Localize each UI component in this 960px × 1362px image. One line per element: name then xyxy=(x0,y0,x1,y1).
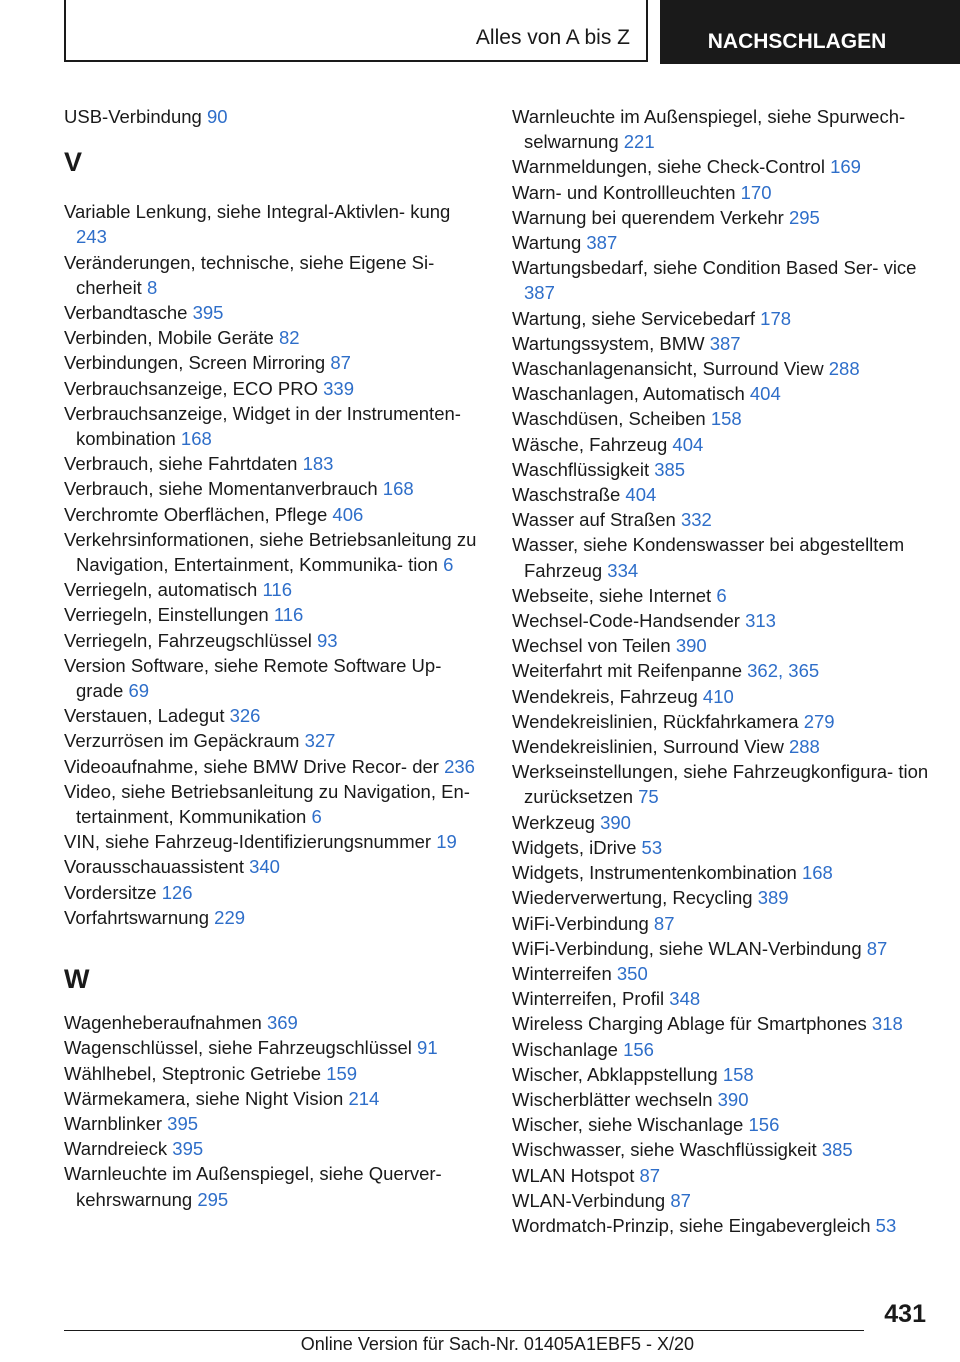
index-entry-text: VIN, siehe Fahrzeug-Identifizierungsnummer xyxy=(64,831,432,853)
index-entry xyxy=(64,653,484,703)
index-entry-text: Waschanlagenansicht, Surround View xyxy=(512,358,824,380)
page-reference-link[interactable]: 6 xyxy=(311,806,322,828)
page-reference-link[interactable]: 168 xyxy=(801,862,833,884)
page-reference-link[interactable]: 8 xyxy=(146,276,158,298)
index-entry xyxy=(512,860,932,885)
index-entry xyxy=(512,658,932,683)
index-entry-text: Wiederverwertung, Recycling xyxy=(512,887,753,909)
index-entry-text: Verriegeln, Fahrzeugschlüssel xyxy=(64,629,312,651)
index-entry-text: Verbinden, Mobile Geräte xyxy=(64,327,274,349)
page-reference-link[interactable]: 178 xyxy=(760,307,792,329)
index-entry xyxy=(64,779,484,829)
page-reference-link[interactable]: 327 xyxy=(304,730,336,752)
index-entry xyxy=(512,1062,932,1087)
index-entry xyxy=(512,734,932,759)
page-reference-link[interactable]: 87 xyxy=(639,1164,661,1186)
page-reference-link[interactable]: 395 xyxy=(172,1138,204,1160)
index-entry xyxy=(64,602,484,627)
page-reference-link[interactable]: 385 xyxy=(654,458,686,480)
index-entry-text: Wischer, siehe Wischanlage xyxy=(512,1114,744,1136)
page-reference-link[interactable]: 6 xyxy=(443,554,454,576)
section-title: Alles von A bis Z xyxy=(475,26,630,49)
page-reference-link[interactable]: 340 xyxy=(249,856,280,878)
index-entry-text: Verchromte Oberflächen, Pflege xyxy=(64,503,328,525)
page-reference-link[interactable]: 168 xyxy=(180,428,212,450)
index-entry-text: Wagenschlüssel, siehe Fahrzeugschlüssel xyxy=(64,1037,412,1059)
index-entry xyxy=(512,1011,932,1036)
index-entry-text: Waschflüssigkeit xyxy=(512,458,650,480)
index-entry xyxy=(64,300,484,325)
index-entry xyxy=(512,961,932,986)
page-reference-link[interactable]: 168 xyxy=(382,478,414,500)
index-entry-text: Wartung xyxy=(512,232,582,254)
index-entry xyxy=(512,1137,932,1162)
index-entry xyxy=(64,854,484,879)
index-entry xyxy=(512,608,932,633)
index-entry-text: Variable Lenkung, siehe Integral-Aktivlen- kung xyxy=(64,201,451,223)
index-entry-text: Werkseinstellungen, siehe Fahrzeugkonfigura- tion zurücksetzen xyxy=(512,761,929,808)
page-reference-link[interactable]: 236 xyxy=(444,755,475,777)
index-entry xyxy=(64,754,484,779)
index-entry xyxy=(64,1035,484,1060)
index-letter-heading: W xyxy=(64,964,90,995)
page-reference-link[interactable]: 387 xyxy=(524,282,555,304)
index-entry xyxy=(512,835,932,860)
index-entry xyxy=(512,406,932,431)
index-entry-text: Wartungsbedarf, siehe Condition Based Ser- vice xyxy=(512,257,917,279)
footer-divider xyxy=(64,1330,864,1331)
index-entry xyxy=(512,1112,932,1137)
page-reference-link[interactable]: 288 xyxy=(788,736,820,758)
page-reference-link[interactable]: 313 xyxy=(745,610,776,632)
page-reference-link[interactable]: 390 xyxy=(600,811,631,833)
index-entry xyxy=(64,628,484,653)
index-entry xyxy=(512,1188,932,1213)
page-number: 431 xyxy=(884,1300,926,1328)
index-entry-text: Werkzeug xyxy=(512,811,595,833)
index-entry-text: Verbrauch, siehe Momentanverbrauch xyxy=(64,478,378,500)
index-entry-text: Wasser auf Straßen xyxy=(512,509,676,531)
page-reference-link[interactable]: 93 xyxy=(316,629,338,651)
index-entry-text: Wendekreislinien, Rückfahrkamera xyxy=(512,710,799,732)
index-entry-text: Verkehrsinformationen, siehe Betriebsanleitung zu Navigation, Entertainment, Kommunika- tion xyxy=(64,528,477,576)
index-entry-text: Wählhebel, Steptronic Getriebe xyxy=(64,1062,322,1084)
index-entry-text: Wärmekamera, siehe Night Vision xyxy=(64,1087,344,1109)
index-entry xyxy=(512,255,932,305)
page-reference-link[interactable]: 229 xyxy=(214,906,246,928)
page-reference-link[interactable]: 318 xyxy=(871,1013,903,1035)
page-reference-link[interactable]: 87 xyxy=(866,937,888,959)
index-entry-text: Verbrauch, siehe Fahrtdaten xyxy=(64,453,298,475)
index-entry xyxy=(512,230,932,255)
index-entry xyxy=(512,104,932,154)
page-reference-link[interactable]: 221 xyxy=(623,131,655,153)
index-entry xyxy=(512,1037,932,1062)
index-entry-text: Warnleuchte im Außenspiegel, siehe Querver- kehrswarnung xyxy=(64,1163,442,1210)
index-entry-text: Widgets, iDrive xyxy=(512,836,637,858)
index-entry-text: Verriegeln, Einstellungen xyxy=(64,604,269,626)
page-reference-link[interactable]: 406 xyxy=(332,503,364,525)
index-entry-text: Verbandtasche xyxy=(64,302,188,324)
page-reference-link[interactable]: 295 xyxy=(788,206,820,228)
index-entry-text: Wechsel-Code-Handsender xyxy=(512,610,740,632)
index-entry-text: Verbrauchsanzeige, ECO PRO xyxy=(64,377,318,399)
page-reference-link[interactable]: 390 xyxy=(675,635,707,657)
page-reference-link[interactable]: 169 xyxy=(830,156,861,178)
page-reference-link[interactable]: 82 xyxy=(278,327,300,349)
page-reference-link[interactable]: 69 xyxy=(128,680,150,702)
index-entry xyxy=(64,376,484,401)
page-reference-link[interactable]: 387 xyxy=(709,332,741,354)
index-entry xyxy=(64,880,484,905)
online-version-note: Online Version für Sach-Nr. 01405A1EBF5 - X/20 xyxy=(300,1334,694,1354)
page-reference-link[interactable]: 389 xyxy=(757,887,789,909)
index-entry-text: Waschdüsen, Scheiben xyxy=(512,408,706,430)
page-reference-link[interactable]: 90 xyxy=(206,106,228,127)
page-reference-link[interactable]: 214 xyxy=(348,1087,380,1109)
index-entry-text: Wendekreis, Fahrzeug xyxy=(512,685,698,707)
index-entry-text: Videoaufnahme, siehe BMW Drive Recor- der xyxy=(64,755,439,777)
index-entry-text: Wartung, siehe Servicebedarf xyxy=(512,307,756,329)
page-reference-link[interactable]: 339 xyxy=(323,377,355,399)
index-entry xyxy=(512,180,932,205)
index-entry-text: Vorausschauassistent xyxy=(64,856,244,878)
index-entry xyxy=(512,306,932,331)
index-entry-text: Verriegeln, automatisch xyxy=(64,579,258,601)
index-entry xyxy=(64,104,484,129)
index-entry-text: Wischerblätter wechseln xyxy=(512,1088,713,1110)
page-reference-link[interactable]: 116 xyxy=(262,579,292,601)
index-entry xyxy=(512,1163,932,1188)
index-entry xyxy=(512,507,932,532)
index-entry-text: Webseite, siehe Internet xyxy=(512,584,712,606)
page-reference-link[interactable]: 387 xyxy=(586,232,618,254)
index-entry-text: Verzurrösen im Gepäckraum xyxy=(64,730,300,752)
index-entry xyxy=(512,759,932,809)
page-reference-link[interactable]: 395 xyxy=(167,1112,199,1134)
index-entry xyxy=(512,709,932,734)
index-entry xyxy=(64,325,484,350)
index-entry xyxy=(512,885,932,910)
page-reference-link[interactable]: 156 xyxy=(623,1038,654,1060)
page-reference-link[interactable]: 156 xyxy=(748,1114,780,1136)
page-reference-link[interactable]: 334 xyxy=(607,559,639,581)
index-entry-text: WiFi-Verbindung, siehe WLAN-Verbindung xyxy=(512,937,862,959)
index-entry xyxy=(64,401,484,451)
index-column-left xyxy=(64,104,484,1212)
index-entry xyxy=(64,1010,484,1035)
page-reference-link[interactable]: 116 xyxy=(273,604,304,626)
index-entry-text: Wartungssystem, BMW xyxy=(512,332,705,354)
index-entry xyxy=(64,350,484,375)
index-entry xyxy=(512,331,932,356)
index-entry xyxy=(512,432,932,457)
index-entry xyxy=(512,205,932,230)
page-reference-link[interactable]: 126 xyxy=(161,881,193,903)
index-entry xyxy=(64,250,484,300)
index-entry xyxy=(512,633,932,658)
index-entry-text: WLAN Hotspot xyxy=(512,1164,635,1186)
index-entry xyxy=(64,728,484,753)
index-entry-text: Wagenheberaufnahmen xyxy=(64,1012,262,1034)
index-entry-text: Wasser, siehe Kondenswasser bei abgestelltem Fahrzeug xyxy=(512,534,905,581)
page-reference-link[interactable]: 159 xyxy=(326,1062,358,1084)
page-reference-link[interactable]: 170 xyxy=(740,181,772,203)
index-entry-text: Vordersitze xyxy=(64,881,157,903)
index-entry xyxy=(64,527,484,577)
index-entry xyxy=(512,532,932,582)
index-entry xyxy=(64,451,484,476)
index-entry-text: Wireless Charging Ablage für Smartphones xyxy=(512,1013,867,1035)
index-entry xyxy=(512,154,932,179)
page-reference-link[interactable]: 390 xyxy=(717,1088,749,1110)
index-entry xyxy=(64,1136,484,1161)
index-entry xyxy=(512,482,932,507)
index-entry-text: Waschstraße xyxy=(512,484,621,506)
page-reference-link[interactable]: 6 xyxy=(716,584,727,606)
page-reference-link[interactable]: 75 xyxy=(638,786,659,808)
index-entry-text: Winterreifen, Profil xyxy=(512,988,665,1010)
index-entry xyxy=(64,1086,484,1111)
page-reference-link[interactable]: 183 xyxy=(302,453,334,475)
page-reference-link[interactable]: 404 xyxy=(672,433,704,455)
index-entry-text: Waschanlagen, Automatisch xyxy=(512,383,745,405)
page-reference-link[interactable]: 53 xyxy=(875,1214,897,1236)
index-entry xyxy=(64,476,484,501)
index-entry-text: Warnung bei querendem Verkehr xyxy=(512,206,784,228)
index-entry xyxy=(64,703,484,728)
page-reference-link[interactable]: 295 xyxy=(197,1188,229,1210)
index-entry-text: Warnblinker xyxy=(64,1112,163,1134)
page-reference-link[interactable]: 404 xyxy=(625,484,657,506)
index-entry-text: Warnleuchte im Außenspiegel, siehe Spurwech- selwarnung xyxy=(512,106,906,153)
page-reference-link[interactable]: 19 xyxy=(436,831,457,853)
page-reference-link[interactable]: 385 xyxy=(821,1139,853,1161)
index-entry xyxy=(64,829,484,854)
index-entry xyxy=(512,810,932,835)
page-reference-link[interactable]: 362, 365 xyxy=(747,660,820,682)
index-entry-text: WLAN-Verbindung xyxy=(512,1189,666,1211)
index-entry xyxy=(512,684,932,709)
index-entry-text: Verbindungen, Screen Mirroring xyxy=(64,352,326,374)
index-entry-text: WiFi-Verbindung xyxy=(512,912,649,934)
index-entry-text: Wischwasser, siehe Waschflüssigkeit xyxy=(512,1139,817,1161)
index-entry xyxy=(64,905,484,930)
page-reference-link[interactable]: 348 xyxy=(669,988,701,1010)
page-reference-link[interactable]: 87 xyxy=(670,1189,691,1211)
index-entry-text: Wäsche, Fahrzeug xyxy=(512,433,668,455)
page-reference-link[interactable]: 326 xyxy=(229,705,261,727)
index-entry-text: Vorfahrtswarnung xyxy=(64,906,210,928)
page-reference-link[interactable]: 53 xyxy=(641,836,663,858)
index-entry xyxy=(64,1161,484,1211)
index-entry xyxy=(64,1111,484,1136)
index-entry-text: Version Software, siehe Remote Software Up- grade xyxy=(64,654,442,702)
index-entry-text: Warn- und Kontrollleuchten xyxy=(512,181,736,203)
index-entry xyxy=(512,457,932,482)
page-reference-link[interactable]: 288 xyxy=(828,358,860,380)
index-letter-heading: V xyxy=(64,147,83,178)
index-entry xyxy=(64,577,484,602)
page-reference-link[interactable]: 87 xyxy=(330,352,351,374)
index-entry xyxy=(512,1213,932,1238)
page-reference-link[interactable]: 91 xyxy=(417,1037,438,1059)
index-entry xyxy=(512,911,932,936)
index-entry xyxy=(512,1087,932,1112)
index-entry-text: Verbrauchsanzeige, Widget in der Instrumenten- kombination xyxy=(64,402,461,450)
page-reference-link[interactable]: 158 xyxy=(722,1063,754,1085)
page-reference-link[interactable]: 279 xyxy=(803,710,835,732)
page-reference-link[interactable]: 87 xyxy=(653,912,675,934)
page-reference-link[interactable]: 332 xyxy=(680,509,712,531)
index-entry-text: Widgets, Instrumentenkombination xyxy=(512,862,797,884)
index-entry xyxy=(64,1061,484,1086)
page-reference-link[interactable]: 395 xyxy=(192,302,224,324)
page-reference-link[interactable]: 350 xyxy=(616,962,648,984)
page-reference-link[interactable]: 410 xyxy=(702,685,734,707)
page-reference-link[interactable]: 243 xyxy=(76,226,107,248)
index-entry-text: USB-Verbindung xyxy=(64,106,202,127)
index-entry xyxy=(512,583,932,608)
index-column-right xyxy=(512,104,932,1238)
page-reference-link[interactable]: 369 xyxy=(266,1012,298,1034)
index-entry xyxy=(512,986,932,1011)
page-reference-link[interactable]: 404 xyxy=(749,383,781,405)
index-entry-text: Verstauen, Ladegut xyxy=(64,705,225,727)
index-entry-text: Wordmatch-Prinzip, siehe Eingabevergleich xyxy=(512,1214,871,1236)
index-entry-text: Winterreifen xyxy=(512,962,612,984)
index-entry-text: Wechsel von Teilen xyxy=(512,635,671,657)
index-entry-text: Veränderungen, technische, siehe Eigene Si- cherheit xyxy=(64,251,435,298)
index-entry xyxy=(512,381,932,406)
chapter-tab[interactable]: NACHSCHLAGEN xyxy=(660,0,960,64)
index-entry xyxy=(512,356,932,381)
index-entry-text: Video, siehe Betriebsanleitung zu Navigation, En- tertainment, Kommunikation xyxy=(64,780,470,828)
index-entry xyxy=(64,199,484,249)
index-entry-text: Wendekreislinien, Surround View xyxy=(512,736,784,758)
index-entry-text: Warndreieck xyxy=(64,1138,168,1160)
index-entry-text: Wischer, Abklappstellung xyxy=(512,1063,718,1085)
index-entry xyxy=(64,502,484,527)
index-entry-text: Warnmeldungen, siehe Check-Control xyxy=(512,156,825,178)
index-entry xyxy=(512,936,932,961)
index-entry-text: Weiterfahrt mit Reifenpanne xyxy=(512,660,742,682)
page-reference-link[interactable]: 158 xyxy=(710,408,742,430)
index-entry-text: Wischanlage xyxy=(512,1038,618,1060)
